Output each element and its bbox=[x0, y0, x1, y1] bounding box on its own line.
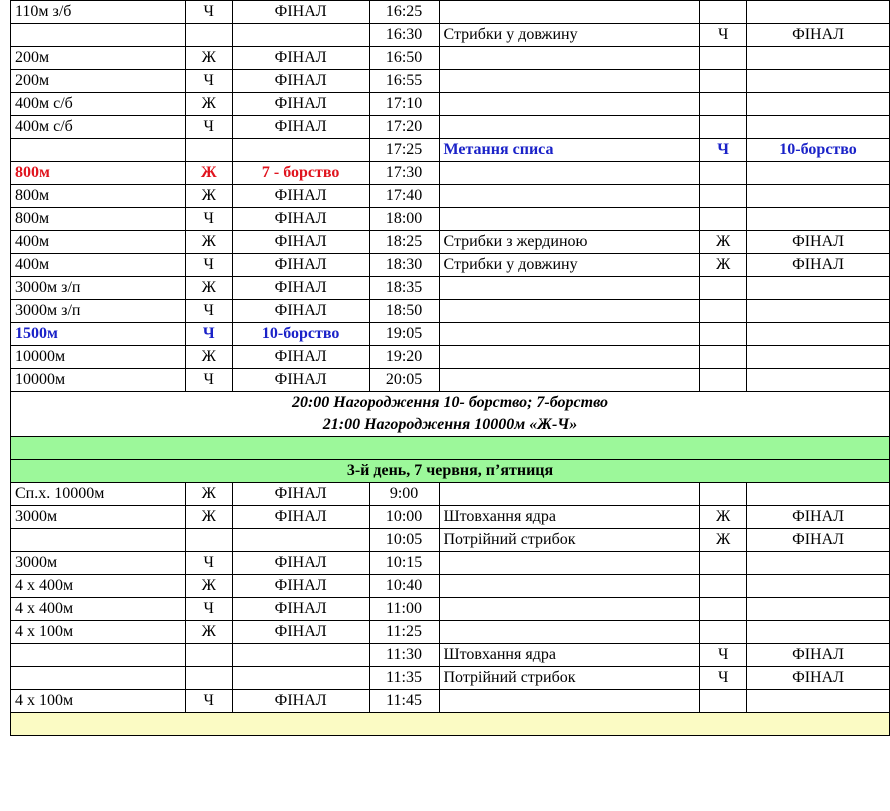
track-event-cell: 400м с/б bbox=[11, 116, 186, 139]
track-gender-cell: Ж bbox=[185, 47, 232, 70]
track-round-cell bbox=[232, 24, 369, 47]
track-gender-cell: Ч bbox=[185, 70, 232, 93]
track-round-cell: ФІНАЛ bbox=[232, 47, 369, 70]
field-gender-cell bbox=[700, 621, 747, 644]
field-gender-cell bbox=[700, 277, 747, 300]
field-gender-cell bbox=[700, 208, 747, 231]
track-gender-cell: Ж bbox=[185, 575, 232, 598]
field-round-cell bbox=[747, 116, 890, 139]
track-event-cell: 800м bbox=[11, 162, 186, 185]
field-round-cell: ФІНАЛ bbox=[747, 667, 890, 690]
time-cell: 9:00 bbox=[369, 483, 439, 506]
schedule-row bbox=[11, 644, 890, 667]
field-event-cell bbox=[439, 346, 700, 369]
track-round-cell: ФІНАЛ bbox=[232, 483, 369, 506]
track-gender-cell: Ж bbox=[185, 621, 232, 644]
field-gender-cell bbox=[700, 1, 747, 24]
track-event-cell: 1500м bbox=[11, 323, 186, 346]
time-cell: 17:10 bbox=[369, 93, 439, 116]
field-round-cell bbox=[747, 346, 890, 369]
schedule-row bbox=[11, 529, 890, 552]
time-cell: 10:40 bbox=[369, 575, 439, 598]
field-round-cell bbox=[747, 185, 890, 208]
track-round-cell bbox=[232, 644, 369, 667]
track-round-cell: ФІНАЛ bbox=[232, 506, 369, 529]
schedule-row bbox=[11, 231, 890, 254]
track-round-cell: ФІНАЛ bbox=[232, 552, 369, 575]
day-title-row bbox=[11, 460, 890, 483]
track-event-cell: 4 х 400м bbox=[11, 598, 186, 621]
track-round-cell: ФІНАЛ bbox=[232, 254, 369, 277]
field-round-cell bbox=[747, 70, 890, 93]
track-round-cell: ФІНАЛ bbox=[232, 208, 369, 231]
track-event-cell: 400м с/б bbox=[11, 93, 186, 116]
track-event-cell: 3000м з/п bbox=[11, 277, 186, 300]
track-round-cell: ФІНАЛ bbox=[232, 690, 369, 713]
track-round-cell: 10-борство bbox=[232, 323, 369, 346]
field-event-cell bbox=[439, 47, 700, 70]
track-round-cell: ФІНАЛ bbox=[232, 621, 369, 644]
time-cell: 18:30 bbox=[369, 254, 439, 277]
schedule-row bbox=[11, 575, 890, 598]
schedule-body bbox=[11, 1, 890, 736]
field-round-cell: ФІНАЛ bbox=[747, 506, 890, 529]
schedule-row bbox=[11, 483, 890, 506]
track-gender-cell: Ж bbox=[185, 346, 232, 369]
field-gender-cell bbox=[700, 598, 747, 621]
track-round-cell: ФІНАЛ bbox=[232, 231, 369, 254]
field-gender-cell bbox=[700, 47, 747, 70]
track-event-cell: 200м bbox=[11, 47, 186, 70]
field-gender-cell bbox=[700, 323, 747, 346]
schedule-row bbox=[11, 208, 890, 231]
field-event-cell bbox=[439, 575, 700, 598]
field-round-cell: ФІНАЛ bbox=[747, 644, 890, 667]
field-gender-cell bbox=[700, 93, 747, 116]
field-event-cell: Стрибки з жердиною bbox=[439, 231, 700, 254]
day-title: 3-й день, 7 червня, п’ятниця bbox=[11, 460, 890, 483]
schedule-row bbox=[11, 70, 890, 93]
time-cell: 17:30 bbox=[369, 162, 439, 185]
track-event-cell: 10000м bbox=[11, 369, 186, 392]
field-round-cell: ФІНАЛ bbox=[747, 529, 890, 552]
track-gender-cell: Ч bbox=[185, 323, 232, 346]
field-round-cell: 10-борство bbox=[747, 139, 890, 162]
field-round-cell: ФІНАЛ bbox=[747, 231, 890, 254]
field-gender-cell bbox=[700, 575, 747, 598]
award-line-2: 21:00 Нагородження 10000м «Ж-Ч» bbox=[322, 416, 578, 433]
track-gender-cell: Ч bbox=[185, 116, 232, 139]
field-round-cell bbox=[747, 323, 890, 346]
track-gender-cell: Ч bbox=[185, 552, 232, 575]
time-cell: 19:05 bbox=[369, 323, 439, 346]
time-cell: 11:45 bbox=[369, 690, 439, 713]
time-cell: 11:30 bbox=[369, 644, 439, 667]
schedule-row bbox=[11, 116, 890, 139]
field-round-cell bbox=[747, 575, 890, 598]
field-gender-cell bbox=[700, 483, 747, 506]
schedule-row bbox=[11, 277, 890, 300]
field-gender-cell: Ч bbox=[700, 644, 747, 667]
field-gender-cell bbox=[700, 552, 747, 575]
field-gender-cell bbox=[700, 346, 747, 369]
field-event-cell bbox=[439, 598, 700, 621]
time-cell: 11:35 bbox=[369, 667, 439, 690]
field-round-cell: ФІНАЛ bbox=[747, 254, 890, 277]
track-event-cell: 3000м bbox=[11, 552, 186, 575]
schedule-row bbox=[11, 369, 890, 392]
field-event-cell bbox=[439, 70, 700, 93]
time-cell: 11:00 bbox=[369, 598, 439, 621]
schedule-row bbox=[11, 254, 890, 277]
schedule-row bbox=[11, 667, 890, 690]
schedule-row bbox=[11, 24, 890, 47]
field-event-cell: Штовхання ядра bbox=[439, 506, 700, 529]
track-round-cell bbox=[232, 139, 369, 162]
track-round-cell: ФІНАЛ bbox=[232, 185, 369, 208]
track-round-cell: ФІНАЛ bbox=[232, 93, 369, 116]
track-gender-cell: Ж bbox=[185, 185, 232, 208]
field-event-cell bbox=[439, 162, 700, 185]
schedule-row bbox=[11, 506, 890, 529]
time-cell: 11:25 bbox=[369, 621, 439, 644]
track-gender-cell bbox=[185, 24, 232, 47]
track-event-cell bbox=[11, 139, 186, 162]
track-event-cell bbox=[11, 24, 186, 47]
time-cell: 17:40 bbox=[369, 185, 439, 208]
track-event-cell: 10000м bbox=[11, 346, 186, 369]
award-ceremony-cell bbox=[11, 392, 890, 437]
field-event-cell bbox=[439, 208, 700, 231]
track-gender-cell: Ж bbox=[185, 162, 232, 185]
time-cell: 17:20 bbox=[369, 116, 439, 139]
track-event-cell: 4 х 400м bbox=[11, 575, 186, 598]
track-event-cell bbox=[11, 667, 186, 690]
track-gender-cell: Ч bbox=[185, 1, 232, 24]
field-event-cell bbox=[439, 277, 700, 300]
field-event-cell bbox=[439, 483, 700, 506]
schedule-table bbox=[10, 0, 890, 736]
track-gender-cell: Ж bbox=[185, 231, 232, 254]
track-gender-cell bbox=[185, 667, 232, 690]
time-cell: 16:30 bbox=[369, 24, 439, 47]
schedule-row-highlight bbox=[11, 323, 890, 346]
track-gender-cell bbox=[185, 644, 232, 667]
schedule-row bbox=[11, 139, 890, 162]
field-gender-cell bbox=[700, 116, 747, 139]
field-event-cell bbox=[439, 690, 700, 713]
field-gender-cell: Ж bbox=[700, 529, 747, 552]
field-gender-cell: Ж bbox=[700, 506, 747, 529]
schedule-row bbox=[11, 552, 890, 575]
track-event-cell bbox=[11, 529, 186, 552]
yellow-footer-band bbox=[11, 713, 890, 736]
time-cell: 18:50 bbox=[369, 300, 439, 323]
field-gender-cell: Ч bbox=[700, 24, 747, 47]
time-cell: 16:50 bbox=[369, 47, 439, 70]
field-round-cell bbox=[747, 483, 890, 506]
field-event-cell: Метання списа bbox=[439, 139, 700, 162]
field-gender-cell bbox=[700, 185, 747, 208]
field-event-cell bbox=[439, 323, 700, 346]
track-event-cell: 400м bbox=[11, 231, 186, 254]
track-gender-cell: Ч bbox=[185, 369, 232, 392]
schedule-row bbox=[11, 1, 890, 24]
schedule-row-highlight bbox=[11, 162, 890, 185]
time-cell: 16:25 bbox=[369, 1, 439, 24]
time-cell: 18:00 bbox=[369, 208, 439, 231]
field-event-cell bbox=[439, 185, 700, 208]
track-round-cell: ФІНАЛ bbox=[232, 300, 369, 323]
award-ceremony-row bbox=[11, 392, 890, 437]
field-event-cell bbox=[439, 300, 700, 323]
schedule-row bbox=[11, 93, 890, 116]
track-round-cell: ФІНАЛ bbox=[232, 346, 369, 369]
schedule-row bbox=[11, 690, 890, 713]
field-event-cell: Потрійний стрибок bbox=[439, 667, 700, 690]
field-round-cell bbox=[747, 552, 890, 575]
field-gender-cell: Ж bbox=[700, 231, 747, 254]
track-event-cell: 4 х 100м bbox=[11, 621, 186, 644]
award-line-1: 20:00 Нагородження 10- борство; 7-борство bbox=[291, 394, 609, 411]
field-event-cell bbox=[439, 116, 700, 139]
track-event-cell: 400м bbox=[11, 254, 186, 277]
time-cell: 10:00 bbox=[369, 506, 439, 529]
schedule-row bbox=[11, 300, 890, 323]
track-round-cell: ФІНАЛ bbox=[232, 277, 369, 300]
field-round-cell: ФІНАЛ bbox=[747, 24, 890, 47]
green-separator-cell bbox=[11, 437, 890, 460]
field-gender-cell: Ч bbox=[700, 667, 747, 690]
field-gender-cell: Ч bbox=[700, 139, 747, 162]
field-event-cell: Стрибки у довжину bbox=[439, 24, 700, 47]
track-round-cell: ФІНАЛ bbox=[232, 575, 369, 598]
field-round-cell bbox=[747, 300, 890, 323]
schedule-row bbox=[11, 598, 890, 621]
field-round-cell bbox=[747, 690, 890, 713]
track-round-cell: ФІНАЛ bbox=[232, 598, 369, 621]
field-gender-cell bbox=[700, 369, 747, 392]
field-round-cell bbox=[747, 598, 890, 621]
track-gender-cell: Ч bbox=[185, 690, 232, 713]
track-gender-cell: Ч bbox=[185, 254, 232, 277]
time-cell: 10:15 bbox=[369, 552, 439, 575]
field-event-cell: Стрибки у довжину bbox=[439, 254, 700, 277]
field-gender-cell bbox=[700, 690, 747, 713]
track-round-cell: ФІНАЛ bbox=[232, 70, 369, 93]
field-event-cell: Потрійний стрибок bbox=[439, 529, 700, 552]
field-round-cell bbox=[747, 277, 890, 300]
field-round-cell bbox=[747, 93, 890, 116]
track-gender-cell: Ч bbox=[185, 300, 232, 323]
field-round-cell bbox=[747, 162, 890, 185]
track-round-cell: ФІНАЛ bbox=[232, 1, 369, 24]
track-event-cell: 4 х 100м bbox=[11, 690, 186, 713]
track-gender-cell bbox=[185, 139, 232, 162]
time-cell: 18:25 bbox=[369, 231, 439, 254]
track-gender-cell: Ж bbox=[185, 483, 232, 506]
time-cell: 17:25 bbox=[369, 139, 439, 162]
track-round-cell: ФІНАЛ bbox=[232, 116, 369, 139]
track-round-cell: ФІНАЛ bbox=[232, 369, 369, 392]
track-gender-cell: Ч bbox=[185, 208, 232, 231]
schedule-row bbox=[11, 346, 890, 369]
time-cell: 18:35 bbox=[369, 277, 439, 300]
track-round-cell bbox=[232, 529, 369, 552]
schedule-row bbox=[11, 47, 890, 70]
track-event-cell: 800м bbox=[11, 208, 186, 231]
track-event-cell: 3000м bbox=[11, 506, 186, 529]
yellow-footer-cell bbox=[11, 713, 890, 736]
track-gender-cell: Ж bbox=[185, 93, 232, 116]
field-round-cell bbox=[747, 47, 890, 70]
field-round-cell bbox=[747, 1, 890, 24]
green-separator-band bbox=[11, 437, 890, 460]
field-gender-cell bbox=[700, 70, 747, 93]
track-gender-cell: Ч bbox=[185, 598, 232, 621]
track-round-cell bbox=[232, 667, 369, 690]
track-gender-cell bbox=[185, 529, 232, 552]
field-gender-cell bbox=[700, 162, 747, 185]
time-cell: 10:05 bbox=[369, 529, 439, 552]
track-gender-cell: Ж bbox=[185, 506, 232, 529]
schedule-row bbox=[11, 185, 890, 208]
field-event-cell bbox=[439, 621, 700, 644]
field-round-cell bbox=[747, 208, 890, 231]
time-cell: 19:20 bbox=[369, 346, 439, 369]
track-event-cell: 3000м з/п bbox=[11, 300, 186, 323]
field-event-cell bbox=[439, 552, 700, 575]
field-gender-cell bbox=[700, 300, 747, 323]
track-gender-cell: Ж bbox=[185, 277, 232, 300]
time-cell: 20:05 bbox=[369, 369, 439, 392]
track-event-cell: 800м bbox=[11, 185, 186, 208]
field-round-cell bbox=[747, 621, 890, 644]
track-event-cell: 110м з/б bbox=[11, 1, 186, 24]
schedule-row bbox=[11, 621, 890, 644]
field-event-cell: Штовхання ядра bbox=[439, 644, 700, 667]
track-event-cell bbox=[11, 644, 186, 667]
field-event-cell bbox=[439, 93, 700, 116]
field-round-cell bbox=[747, 369, 890, 392]
track-event-cell: Сп.х. 10000м bbox=[11, 483, 186, 506]
time-cell: 16:55 bbox=[369, 70, 439, 93]
field-gender-cell: Ж bbox=[700, 254, 747, 277]
field-event-cell bbox=[439, 369, 700, 392]
field-event-cell bbox=[439, 1, 700, 24]
track-event-cell: 200м bbox=[11, 70, 186, 93]
track-round-cell: 7 - борство bbox=[232, 162, 369, 185]
